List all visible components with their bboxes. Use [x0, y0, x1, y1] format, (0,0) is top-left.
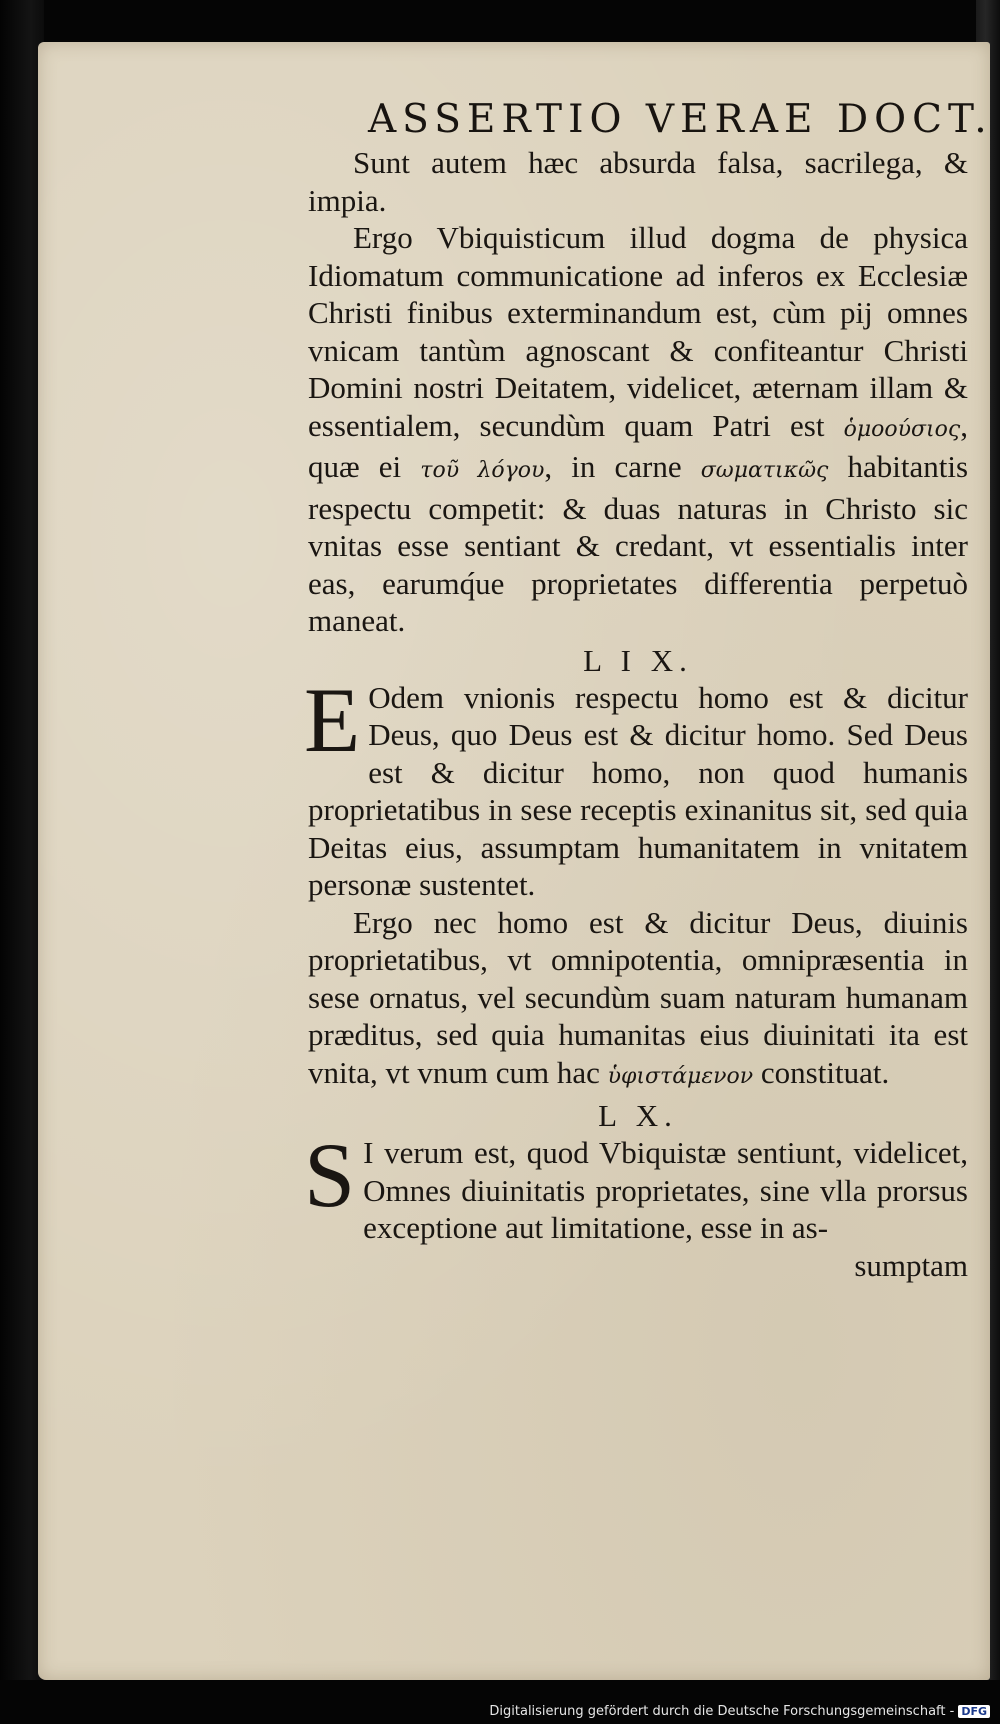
book-page [38, 42, 993, 1680]
paragraph-2-text-d: habitantis respectu competit: & duas naturas in Christo sic vnitas esse sentiant & credant, vt essentialis inter eas, earumq́ue proprietates differentia perpetuò maneat. [308, 449, 969, 638]
paragraph-1: Sunt autem hæc absurda falsa, sacrilega, & impia. [308, 145, 968, 218]
greek-word-tou-logou: τοῦ λόγου [420, 458, 545, 483]
greek-word-hyphistamenon: ὑφιστάμενον [607, 1063, 754, 1089]
funding-text: Digitalisierung gefördert durch die Deutsche Forschungsgemeinschaft - [489, 1704, 955, 1719]
paragraph-lx [304, 1124, 968, 1247]
paragraph-4 [308, 904, 968, 1096]
greek-word-homoousios: ὁμοούσιος [843, 416, 961, 442]
paragraph-2 [308, 219, 968, 640]
greek-word-somatikos: σωματικῶς [700, 458, 829, 483]
paragraph-4-text-a: Ergo nec homo est & dicitur Deus, diuinis proprietatibus, vt omnipotentia, omnipræsentia in sese ornatus, vel secundùm suam naturam humanam præditus, sed quia humanitas eius diuinitati ita est vnita, vt vnum cum hac [308, 904, 968, 1090]
paragraph-4-text-b: constituat. [760, 1054, 890, 1090]
drop-cap-e: E [304, 668, 361, 771]
paragraph-lix [304, 668, 968, 904]
running-head: ASSERTIO VERAE DOCT. [368, 97, 993, 142]
dfg-logo-icon: DFG [958, 1705, 990, 1718]
paragraph-2-text-b: , quæ ei [308, 407, 968, 484]
section-number-lix: L I X. [583, 642, 693, 678]
drop-cap-s: S [304, 1124, 356, 1226]
catchword: sumptam [854, 1247, 968, 1283]
funding-footer [489, 1704, 990, 1719]
paragraph-2-text-a: Ergo Vbiquisticum illud dogma de physica Idiomatum communicatione ad inferos ex Ecclesiæ Christi finibus exterminandum est, cùm pij omnes vnicam tantùm agnoscant & confiteantur Christi Domini nostri Deitatem, videlicet, æternam illam & essentialem, secundùm quam Patri est [308, 220, 968, 443]
paragraph-2-text-c: , in carne [544, 449, 682, 484]
paragraph-lix-text: Odem vnionis respectu homo est & dicitur Deus, quo Deus est & dicitur homo. Sed Deus est & dicitur homo, non quod humanis proprietatibus in sese receptis exinanitus sit, sed quia Deitas eius, assumptam humanitatem in vnitatem personæ sustentet. [308, 679, 968, 902]
section-number-lx: L X. [598, 1098, 678, 1133]
page-body [304, 144, 969, 1284]
paragraph-lx-text: I verum est, quod Vbiquistæ sentiunt, videlicet, Omnes diuinitatis proprietates, sine vlla prorsus exceptione aut limitatione, esse in as- [363, 1135, 968, 1245]
